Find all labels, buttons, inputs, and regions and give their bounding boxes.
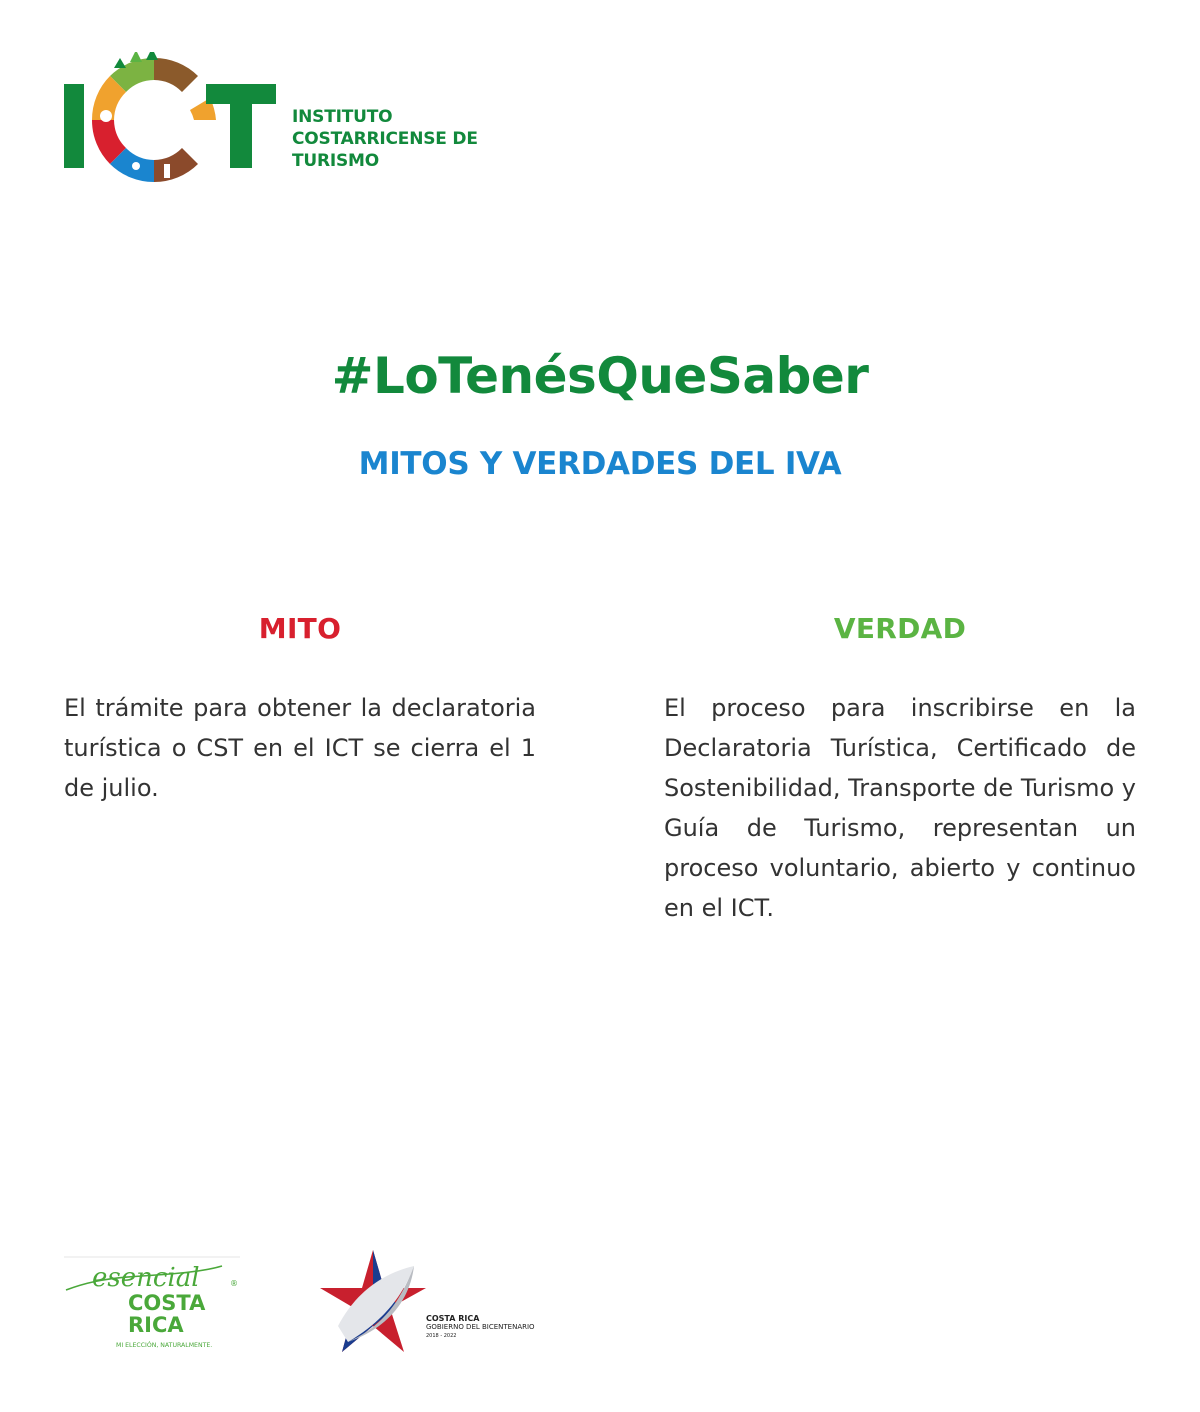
- gob-line-2: GOBIERNO DEL BICENTENARIO: [426, 1323, 535, 1331]
- esencial-rica: RICA: [128, 1313, 184, 1337]
- gob-line-3: 2018 - 2022: [426, 1333, 457, 1339]
- verdad-heading: VERDAD: [833, 612, 967, 645]
- gob-line-1: COSTA RICA: [426, 1314, 480, 1323]
- ict-logo: [60, 52, 280, 188]
- bicentenario-star-logo: [318, 1248, 428, 1358]
- mito-heading: MITO: [258, 612, 342, 645]
- org-name-line: TURISMO: [292, 151, 380, 171]
- esencial-costa-rica-logo: [62, 1256, 242, 1356]
- esencial-script: esencial: [92, 1263, 200, 1293]
- verdad-body: El proceso para inscribirse en la Declaratoria Turística, Certificado de Sostenibilidad, Transporte de Turismo y Guía de Turismo, representan un proceso voluntario, abierto y continuo en el ICT.: [664, 694, 1136, 922]
- org-name-line: COSTARRICENSE DE: [292, 129, 478, 149]
- org-name-line: INSTITUTO: [292, 107, 393, 127]
- esencial-costa: COSTA: [128, 1291, 206, 1315]
- bicentenario-text: [426, 1314, 566, 1341]
- ict-org-name: [292, 106, 512, 172]
- subtitle: MITOS Y VERDADES DEL IVA: [358, 446, 842, 482]
- hashtag-title: #LoTenésQueSaber: [331, 347, 869, 405]
- registered-mark: ®: [230, 1279, 238, 1288]
- esencial-tagline: MI ELECCIÓN, NATURALMENTE.: [116, 1342, 213, 1349]
- mito-body: El trámite para obtener la declaratoria turística o CST en el ICT se cierra el 1 de julio.: [64, 694, 536, 802]
